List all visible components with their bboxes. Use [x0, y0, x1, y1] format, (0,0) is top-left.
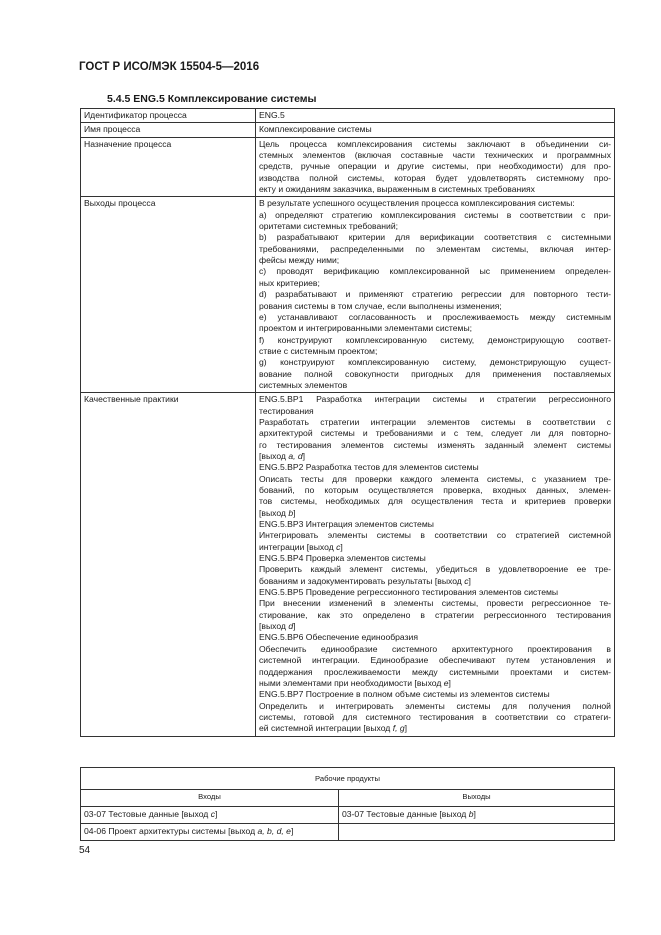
text-line: системной интеграции. Единообразие обеспечивают путем установления и	[259, 655, 611, 666]
text-line: оритетами системных требований;	[259, 221, 399, 232]
output-item	[339, 824, 615, 841]
text-line: Интегрировать элементы системы в соответствии со стратегией системной	[259, 530, 611, 541]
text-line: e) устанавливают согласованность и прослеживаемость между системным	[259, 311, 611, 322]
text-line: g) конструируют комплексированную систему, демонстрирующую сущест-	[259, 357, 611, 368]
text-line: рования системы в том случае, если выполнены изменения;	[259, 300, 502, 311]
text-line: архитектурой системы и требованиями и с тем, следует ли для повторно-	[259, 428, 611, 439]
input-item: 03-07 Тестовые данные [выход c]	[81, 807, 339, 824]
process-id-value: ENG.5	[256, 109, 615, 123]
process-table	[80, 108, 615, 737]
text-line: ENG.5.BP4 Проверка элементов системы	[259, 553, 426, 564]
text-line: Описать тесты для проверки каждого элемента системы, с указанием тре-	[259, 473, 611, 484]
inputs-header: Входы	[81, 790, 339, 807]
process-practices-value	[256, 393, 615, 736]
text-line: вование полной совокупности пригодных для применения поставляемых	[259, 368, 611, 379]
text-line: тестирования	[259, 405, 314, 416]
text-line: [выход b]	[259, 507, 296, 518]
text-line: интеграции [выход c]	[259, 541, 343, 552]
text-line: ных критериев;	[259, 277, 320, 288]
work-products-table	[80, 767, 615, 841]
text-line: го тестирования элементов системы изменять заданный элемент системы	[259, 439, 611, 450]
text-line: ными элементами при необходимости [выход e]	[259, 677, 451, 688]
table-row	[81, 109, 615, 123]
process-purpose-label: Назначение процесса	[81, 137, 256, 197]
text-line: f) конструируют комплексированную систему, демонстрирующую соответ-	[259, 334, 611, 345]
process-practices-label: Качественные практики	[81, 393, 256, 736]
text-line: b) разрабатывают критерии для верификации соответствия с системными	[259, 232, 611, 243]
output-item: 03-07 Тестовые данные [выход b]	[339, 807, 615, 824]
text-line: ENG.5.BP2 Разработка тестов для элементов системы	[259, 462, 479, 473]
text-line: ENG.5.BP3 Интеграция элементов системы	[259, 519, 434, 530]
text-line: В результате успешного осуществления процесса комплексирования системы:	[259, 198, 575, 209]
text-line: проектом и интегрированными элементами системы;	[259, 323, 473, 334]
text-line: c) проводят верификацию комплексированной ыс применением определен-	[259, 266, 611, 277]
table-row	[81, 790, 615, 807]
text-line: ENG.5.BP6 Обеспечение единообразия	[259, 632, 419, 643]
text-line: требованиями, распределенными по элементам системы, включая интер-	[259, 243, 611, 254]
text-line: [выход a, d]	[259, 450, 306, 461]
table-row	[81, 393, 615, 736]
page-number: 54	[79, 845, 91, 856]
process-outcomes-label: Выходы процесса	[81, 197, 256, 393]
section-title: 5.4.5 ENG.5 Комплексирование системы	[107, 93, 317, 105]
text-line: Разработать стратегии интеграции элементов системы в соответствии с	[259, 416, 611, 427]
text-line: При внесении изменений в элементы системы, провести регрессионное те-	[259, 598, 611, 609]
text-line: изводства полной системы, которая будет удовлетворять системному про-	[259, 172, 611, 183]
text-line: Проверить каждый элемент системы, убедиться в удовлетвороение ее тре-	[259, 564, 611, 575]
work-products-title: Рабочие продукты	[81, 768, 615, 790]
text-line: стемных элементов (включая составные части технических и программных	[259, 150, 611, 161]
text-line: поддержания прослеживаемости между системными проектами и систем-	[259, 666, 611, 677]
text-line: ей системной интеграции [выход f, g]	[259, 723, 408, 734]
text-line: средств, ручные операции и другие системы, при необходимости) для про-	[259, 161, 611, 172]
process-id-label: Идентификатор процесса	[81, 109, 256, 123]
text-line: Обеспечить единообразие системного архитектурного проектирования в	[259, 643, 611, 654]
text-line: фейсы между ними;	[259, 255, 340, 266]
text-line: системных элементов	[259, 379, 348, 390]
text-line: тов системы, необходимых для осуществления теста и критериев проверки	[259, 496, 611, 507]
table-row	[81, 137, 615, 197]
table-row	[81, 807, 615, 824]
text-line: екту и ожиданиям заказчика, выраженным в системных требованиях	[259, 184, 535, 195]
text-line: бованиям и задокументировать результаты [выход c]	[259, 575, 471, 586]
text-line: d) разрабатывают и применяют стратегию регрессии для повторного тести-	[259, 289, 611, 300]
text-line: Цель процесса комплексирования системы заключают в объединении си-	[259, 138, 611, 149]
table-row	[81, 123, 615, 137]
process-name-label: Имя процесса	[81, 123, 256, 137]
process-purpose-value	[256, 137, 615, 197]
text-line: ENG.5.BP1 Разработка интеграции системы и стратегии регрессионного	[259, 394, 611, 405]
text-line: [выход d]	[259, 621, 296, 632]
document-standard-header: ГОСТ Р ИСО/МЭК 15504-5—2016	[79, 61, 260, 73]
table-row	[81, 768, 615, 790]
process-name-value: Комплексирование системы	[256, 123, 615, 137]
text-line: ENG.5.BP5 Проведение регрессионного тестирования элементов системы	[259, 587, 559, 598]
text-line: системы, готовой для системного тестирования в соответствии со стратеги-	[259, 711, 611, 722]
text-line: бований, по которым осуществляется проверка, входных данных, элемен-	[259, 485, 611, 495]
text-line: а) определяют стратегию комплексирования системы в соответствии с при-	[259, 209, 611, 220]
text-line: ствие с системным проектом;	[259, 345, 378, 356]
process-outcomes-value	[256, 197, 615, 393]
outputs-header: Выходы	[339, 790, 615, 807]
text-line: Определить и интегрировать элементы системы для получения полной	[259, 700, 611, 711]
text-line: ENG.5.BP7 Построение в полном объме системы из элементов системы	[259, 689, 550, 700]
table-row	[81, 197, 615, 393]
text-line: стирование, как это определено в стратегии регрессионного тестирования	[259, 609, 611, 620]
table-row	[81, 824, 615, 841]
input-item: 04-06 Проект архитектуры системы [выход a, b, d, e]	[81, 824, 339, 841]
